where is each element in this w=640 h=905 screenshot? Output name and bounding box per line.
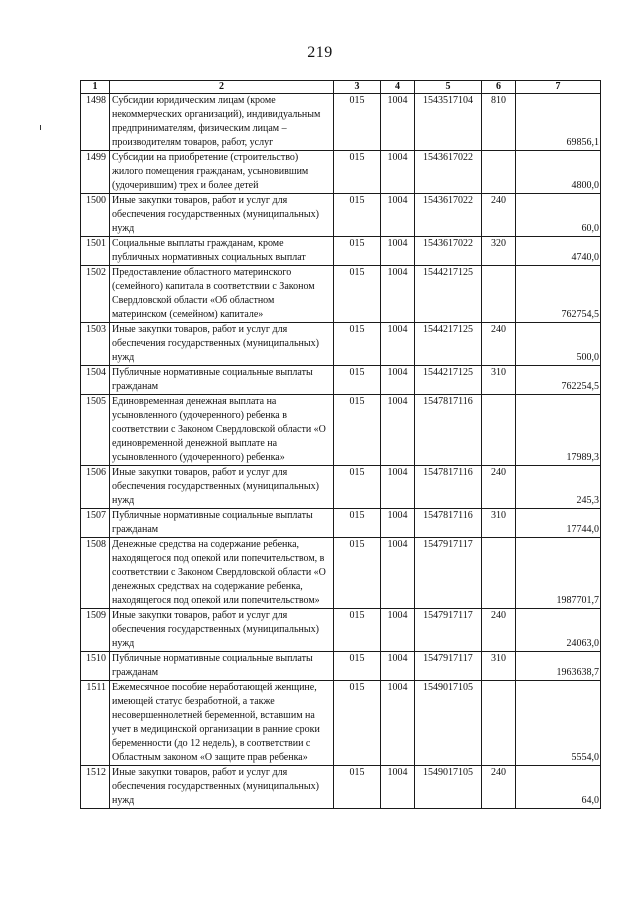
expense-type-code: 240	[482, 323, 516, 366]
row-number: 1499	[81, 151, 110, 194]
target-code: 1549017105	[415, 766, 482, 809]
section-code: 1004	[381, 681, 415, 766]
section-code: 1004	[381, 366, 415, 395]
ministry-code: 015	[334, 266, 381, 323]
expense-type-code: 310	[482, 652, 516, 681]
expense-type-code	[482, 538, 516, 609]
table-row	[81, 509, 601, 538]
row-description: Денежные средства на содержание ребенка, находящегося под опекой или попечительством, в соответствии с Законом Свердловской области «О денежных средствах на содержание ребенка, находящегося под опекой или попечительством»	[110, 538, 334, 609]
ministry-code: 015	[334, 509, 381, 538]
row-description: Единовременная денежная выплата на усыновленного (удочеренного) ребенка в соответствии с Законом Свердловской области «О единовременной денежной выплате на усыновленного (удочеренного) ребенка»	[110, 395, 334, 466]
row-number: 1498	[81, 94, 110, 151]
section-code: 1004	[381, 323, 415, 366]
target-code: 1547817116	[415, 395, 482, 466]
column-header: 4	[381, 81, 415, 94]
target-code: 1543617022	[415, 237, 482, 266]
row-description: Иные закупки товаров, работ и услуг для обеспечения государственных (муниципальных) нужд	[110, 609, 334, 652]
target-code: 1544217125	[415, 366, 482, 395]
row-amount: 5554,0	[516, 681, 601, 766]
column-header: 3	[334, 81, 381, 94]
section-code: 1004	[381, 466, 415, 509]
section-code: 1004	[381, 652, 415, 681]
table-row	[81, 681, 601, 766]
target-code: 1547917117	[415, 609, 482, 652]
row-description: Иные закупки товаров, работ и услуг для обеспечения государственных (муниципальных) нужд	[110, 766, 334, 809]
ministry-code: 015	[334, 766, 381, 809]
row-amount: 60,0	[516, 194, 601, 237]
table-row	[81, 609, 601, 652]
target-code: 1544217125	[415, 323, 482, 366]
row-description: Предоставление областного материнского (семейного) капитала в соответствии с Законом Свердловской области «Об областном материнском (семейном) капитале»	[110, 266, 334, 323]
table-row	[81, 538, 601, 609]
row-number: 1502	[81, 266, 110, 323]
budget-table	[80, 80, 601, 809]
target-code: 1544217125	[415, 266, 482, 323]
row-description: Иные закупки товаров, работ и услуг для обеспечения государственных (муниципальных) нужд	[110, 194, 334, 237]
target-code: 1543617022	[415, 194, 482, 237]
row-description: Публичные нормативные социальные выплаты гражданам	[110, 509, 334, 538]
expense-type-code: 240	[482, 466, 516, 509]
row-amount: 1987701,7	[516, 538, 601, 609]
ministry-code: 015	[334, 237, 381, 266]
ministry-code: 015	[334, 681, 381, 766]
section-code: 1004	[381, 509, 415, 538]
ministry-code: 015	[334, 194, 381, 237]
ministry-code: 015	[334, 323, 381, 366]
ministry-code: 015	[334, 94, 381, 151]
target-code: 1547817116	[415, 466, 482, 509]
section-code: 1004	[381, 766, 415, 809]
row-number: 1505	[81, 395, 110, 466]
row-number: 1510	[81, 652, 110, 681]
row-number: 1506	[81, 466, 110, 509]
ministry-code: 015	[334, 466, 381, 509]
section-code: 1004	[381, 94, 415, 151]
expense-type-code: 310	[482, 509, 516, 538]
column-header: 5	[415, 81, 482, 94]
row-description: Социальные выплаты гражданам, кроме публичных нормативных социальных выплат	[110, 237, 334, 266]
section-code: 1004	[381, 266, 415, 323]
expense-type-code: 320	[482, 237, 516, 266]
row-description: Субсидии юридическим лицам (кроме некоммерческих организаций), индивидуальным предпринимателям, физическим лицам – производителям товаров, работ, услуг	[110, 94, 334, 151]
row-description: Публичные нормативные социальные выплаты гражданам	[110, 652, 334, 681]
table-row	[81, 366, 601, 395]
table-row	[81, 237, 601, 266]
row-description: Ежемесячное пособие неработающей женщине, имеющей статус безработной, а также несовершеннолетней беременной, вставшим на учет в медицинской организации в ранние сроки беременности (до 12 недель), в соответствии с Областным законом «О защите прав ребенка»	[110, 681, 334, 766]
table-row	[81, 652, 601, 681]
target-code: 1547917117	[415, 538, 482, 609]
ministry-code: 015	[334, 652, 381, 681]
section-code: 1004	[381, 609, 415, 652]
ministry-code: 015	[334, 151, 381, 194]
column-header: 2	[110, 81, 334, 94]
expense-type-code: 240	[482, 766, 516, 809]
row-number: 1500	[81, 194, 110, 237]
expense-type-code	[482, 681, 516, 766]
row-amount: 17989,3	[516, 395, 601, 466]
row-number: 1511	[81, 681, 110, 766]
ministry-code: 015	[334, 395, 381, 466]
row-amount: 245,3	[516, 466, 601, 509]
page-number: 219	[307, 44, 333, 61]
target-code: 1547817116	[415, 509, 482, 538]
target-code: 1547917117	[415, 652, 482, 681]
row-number: 1507	[81, 509, 110, 538]
expense-type-code: 810	[482, 94, 516, 151]
expense-type-code	[482, 395, 516, 466]
section-code: 1004	[381, 538, 415, 609]
section-code: 1004	[381, 395, 415, 466]
row-number: 1503	[81, 323, 110, 366]
row-amount: 1963638,7	[516, 652, 601, 681]
row-amount: 4800,0	[516, 151, 601, 194]
expense-type-code	[482, 266, 516, 323]
expense-type-code	[482, 151, 516, 194]
row-amount: 762754,5	[516, 266, 601, 323]
column-header: 6	[482, 81, 516, 94]
table-row	[81, 194, 601, 237]
target-code: 1543517104	[415, 94, 482, 151]
table-row	[81, 266, 601, 323]
target-code: 1543617022	[415, 151, 482, 194]
row-amount: 69856,1	[516, 94, 601, 151]
ministry-code: 015	[334, 609, 381, 652]
target-code: 1549017105	[415, 681, 482, 766]
expense-type-code: 310	[482, 366, 516, 395]
row-amount: 64,0	[516, 766, 601, 809]
table-header-row	[81, 81, 601, 94]
expense-type-code: 240	[482, 194, 516, 237]
row-description: Субсидии на приобретение (строительство) жилого помещения гражданам, усыновившим (удочерившим) трех и более детей	[110, 151, 334, 194]
row-description: Иные закупки товаров, работ и услуг для обеспечения государственных (муниципальных) нужд	[110, 466, 334, 509]
ministry-code: 015	[334, 538, 381, 609]
table-row	[81, 323, 601, 366]
section-code: 1004	[381, 151, 415, 194]
column-header: 7	[516, 81, 601, 94]
row-number: 1509	[81, 609, 110, 652]
column-header: 1	[81, 81, 110, 94]
section-code: 1004	[381, 194, 415, 237]
table-row	[81, 94, 601, 151]
section-code: 1004	[381, 237, 415, 266]
row-amount: 17744,0	[516, 509, 601, 538]
row-amount: 500,0	[516, 323, 601, 366]
row-amount: 762254,5	[516, 366, 601, 395]
row-amount: 4740,0	[516, 237, 601, 266]
table-row	[81, 466, 601, 509]
row-description: Иные закупки товаров, работ и услуг для обеспечения государственных (муниципальных) нужд	[110, 323, 334, 366]
row-description: Публичные нормативные социальные выплаты гражданам	[110, 366, 334, 395]
expense-type-code: 240	[482, 609, 516, 652]
row-number: 1504	[81, 366, 110, 395]
margin-mark	[40, 125, 41, 130]
row-number: 1512	[81, 766, 110, 809]
table-row	[81, 766, 601, 809]
table-row	[81, 395, 601, 466]
row-amount: 24063,0	[516, 609, 601, 652]
ministry-code: 015	[334, 366, 381, 395]
row-number: 1501	[81, 237, 110, 266]
row-number: 1508	[81, 538, 110, 609]
table-row	[81, 151, 601, 194]
